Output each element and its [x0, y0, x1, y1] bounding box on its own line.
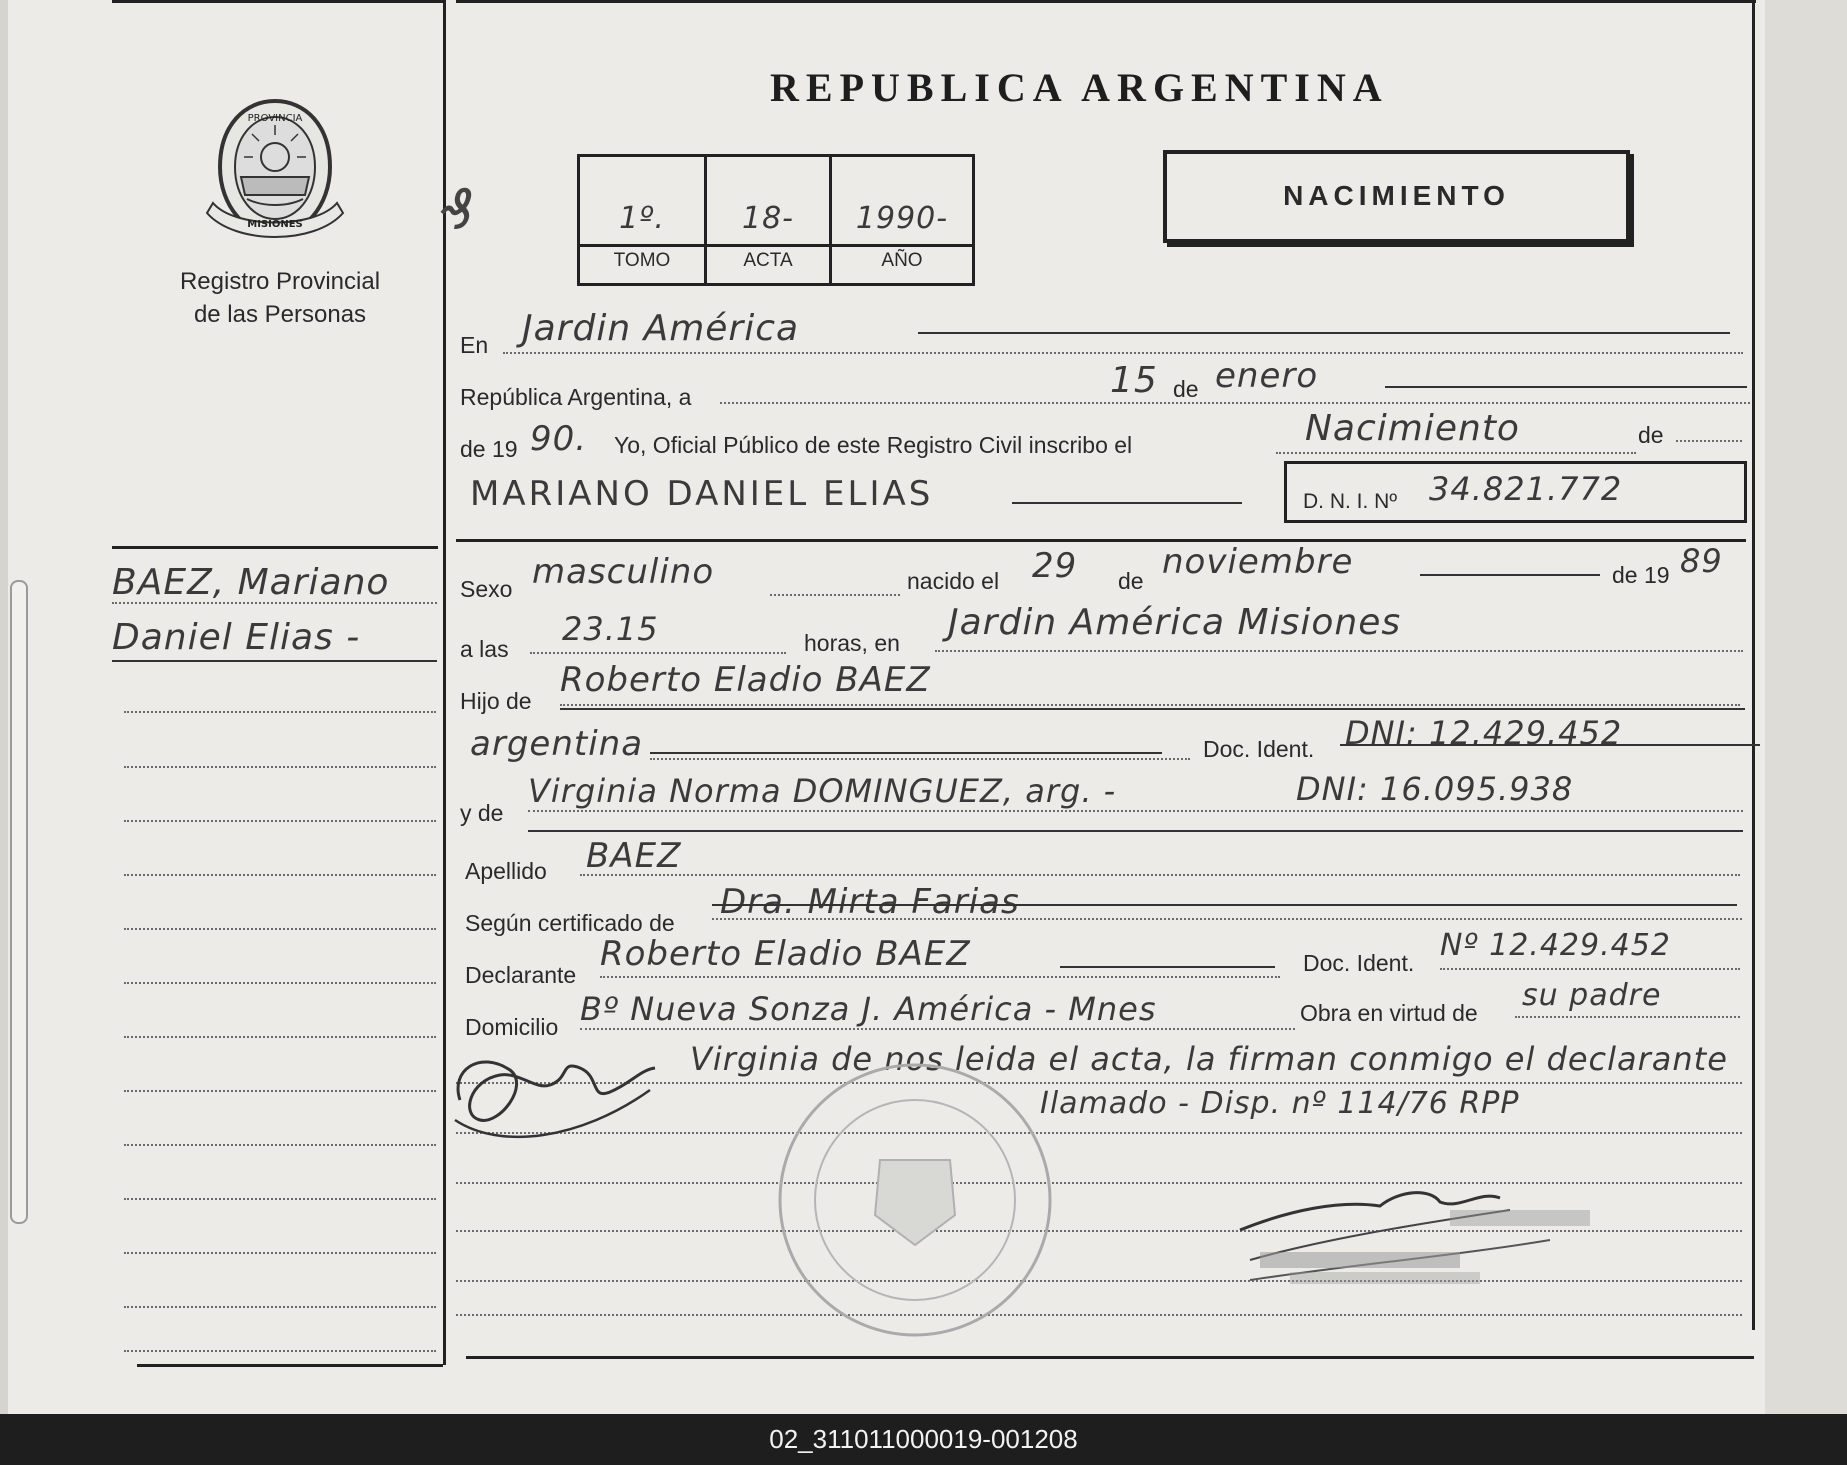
- father-value: Roberto Eladio BAEZ: [560, 660, 931, 700]
- label-de-19-birth: de 19: [1612, 562, 1670, 588]
- father-nationality-value: argentina: [470, 724, 644, 764]
- label-yo-oficial: Yo, Oficial Público de este Registro Civil inscribo el: [614, 432, 1133, 458]
- address-dots: [580, 1028, 1295, 1030]
- event-end-dots: [1676, 440, 1742, 442]
- declarant-value: Roberto Eladio BAEZ: [600, 934, 971, 974]
- certificate-line: [712, 904, 1737, 906]
- margin-dots-11: [124, 1144, 436, 1146]
- right-mid-rule: [456, 539, 1746, 542]
- mother-line: [528, 830, 1743, 832]
- father-line: [560, 708, 1745, 710]
- child-name-value: MARIANO DANIEL ELIAS: [470, 474, 934, 514]
- nationality-line: [650, 752, 1162, 754]
- declarant-line: [1060, 966, 1275, 968]
- label-dni: D. N. I. Nº: [1303, 490, 1398, 513]
- notes-dots-6: [456, 1314, 1742, 1316]
- address-value: Bº Nueva Sonza J. América - Mnes: [580, 990, 1157, 1028]
- event-dots: [1276, 452, 1636, 454]
- initials-mark: ₰: [440, 178, 476, 241]
- scan-background-edge: [1765, 0, 1847, 1414]
- declarant-doc-value: Nº 12.429.452: [1440, 928, 1671, 963]
- certificate-by-value: Dra. Mirta Farias: [720, 882, 1020, 922]
- margin-dots-7: [124, 928, 436, 930]
- label-declarante: Declarante: [465, 962, 577, 988]
- margin-dots-9: [124, 1036, 436, 1038]
- child-name-line: [1012, 502, 1242, 504]
- right-bottom-rule: [466, 1356, 1754, 1359]
- label-domicilio: Domicilio: [465, 1014, 559, 1040]
- surname-value: BAEZ: [586, 836, 682, 876]
- hour-dots: [530, 652, 786, 654]
- label-apellido: Apellido: [465, 858, 547, 884]
- label-doc-ident: Doc. Ident.: [1203, 736, 1315, 762]
- margin-dots-5: [124, 820, 436, 822]
- record-number-box: [577, 154, 975, 286]
- declarant-dots: [600, 976, 1280, 978]
- year-value: 90.: [530, 419, 588, 459]
- registry-name-line2: de las Personas: [193, 301, 367, 328]
- label-nacido-el: nacido el: [907, 568, 1000, 594]
- by-virtue-value: su padre: [1522, 978, 1662, 1013]
- mother-doc-value: DNI: 16.095.938: [1296, 770, 1574, 808]
- right-border: [1752, 0, 1755, 1330]
- binder-hole-strip: [10, 580, 28, 1224]
- notes-line2: Ilamado - Disp. nº 114/76 RPP: [1040, 1086, 1520, 1121]
- left-top-rule: [112, 0, 445, 3]
- margin-dots-15: [124, 1350, 436, 1352]
- birth-month-value: noviembre: [1162, 542, 1354, 582]
- margin-dots-1: [112, 602, 437, 604]
- label-de-19: de 19: [460, 436, 518, 462]
- certificate-dots: [712, 918, 1742, 920]
- margin-dots-8: [124, 982, 436, 984]
- anio-value: 1990-: [855, 201, 949, 236]
- left-bottom-rule: [137, 1364, 443, 1367]
- acta-value: 18-: [742, 201, 794, 236]
- mother-dots: [528, 810, 1743, 812]
- official-seal-stamp: [770, 1040, 1060, 1350]
- label-republica: República Argentina, a: [460, 384, 692, 410]
- official-signature: [1230, 1170, 1610, 1300]
- dni-box: [1284, 461, 1747, 523]
- republica-dots: [720, 402, 1750, 404]
- margin-note-line1: BAEZ, Mariano: [112, 562, 390, 603]
- month-value: enero: [1215, 356, 1319, 396]
- acta-label: ACTA: [743, 250, 793, 271]
- record-type-box: [1163, 150, 1630, 243]
- notes-line1: Virginia de nos leida el acta, la firman conmigo el declarante: [690, 1040, 1728, 1078]
- dni-value: 34.821.772: [1429, 470, 1623, 508]
- right-top-rule: [456, 0, 1756, 3]
- sex-dots: [770, 594, 900, 596]
- label-de-birth-month: de: [1118, 568, 1144, 594]
- margin-dots-3: [124, 711, 436, 713]
- margin-dots-12: [124, 1198, 436, 1200]
- province-emblem-icon: [205, 95, 345, 245]
- father-doc-line: [1340, 744, 1760, 746]
- nationality-dots: [650, 758, 1190, 760]
- label-a-las: a las: [460, 636, 509, 662]
- label-de-event: de: [1638, 422, 1664, 448]
- birth-month-line: [1420, 574, 1600, 576]
- declarant-signature: [440, 1030, 670, 1150]
- event-value: Nacimiento: [1305, 408, 1520, 449]
- emblem-bottom-text: MISIONES: [247, 219, 303, 230]
- margin-dots-10: [124, 1090, 436, 1092]
- place-value: Jardin América: [522, 308, 800, 349]
- label-obra-en-virtud: Obra en virtud de: [1300, 1000, 1478, 1026]
- tomo-label: TOMO: [613, 250, 671, 271]
- mother-value: Virginia Norma DOMINGUEZ, arg. -: [528, 772, 1117, 810]
- document-title: REPUBLICA ARGENTINA: [770, 65, 1389, 110]
- emblem-top-text: PROVINCIA: [247, 113, 303, 124]
- margin-dots-4: [124, 766, 436, 768]
- father-dots: [560, 704, 1740, 706]
- en-dots: [503, 352, 1743, 354]
- sex-value: masculino: [532, 552, 715, 592]
- label-horas-en: horas, en: [804, 630, 900, 656]
- anio-label: AÑO: [881, 250, 923, 271]
- label-en: En: [460, 332, 489, 358]
- registry-name-line1: Registro Provincial: [179, 268, 381, 295]
- margin-dots-13: [124, 1252, 436, 1254]
- label-segun-certificado: Según certificado de: [465, 910, 675, 936]
- margin-dots-6: [124, 874, 436, 876]
- record-type: NACIMIENTO: [1283, 180, 1510, 211]
- birth-year-value: 89: [1680, 542, 1723, 580]
- birth-place-dots: [935, 650, 1743, 652]
- birth-day-value: 29: [1032, 546, 1078, 586]
- label-hijo-de: Hijo de: [460, 688, 532, 714]
- label-de-month: de: [1173, 376, 1199, 402]
- day-value: 15: [1110, 360, 1158, 401]
- republica-solid-line: [1385, 386, 1747, 388]
- scan-id-code: 02_311011000019-001208: [769, 1424, 1078, 1454]
- label-doc-ident-2: Doc. Ident.: [1303, 950, 1415, 976]
- father-doc-value: DNI: 12.429.452: [1345, 714, 1623, 752]
- hour-value: 23.15: [562, 610, 659, 648]
- declarant-doc-dots: [1440, 968, 1740, 970]
- label-sexo: Sexo: [460, 576, 513, 602]
- by-virtue-dots: [1515, 1016, 1740, 1018]
- binding-edge: [0, 0, 8, 1414]
- margin-dots-14: [124, 1306, 436, 1308]
- margin-note-line2: Daniel Elias -: [112, 617, 361, 658]
- surname-dots: [580, 874, 1740, 876]
- tomo-value: 1º.: [619, 201, 665, 236]
- margin-underline-2: [112, 660, 437, 662]
- birth-place-value: Jardin América Misiones: [948, 602, 1402, 643]
- left-mid-rule: [112, 546, 438, 549]
- en-solid-line: [918, 332, 1730, 334]
- label-y-de: y de: [460, 800, 504, 826]
